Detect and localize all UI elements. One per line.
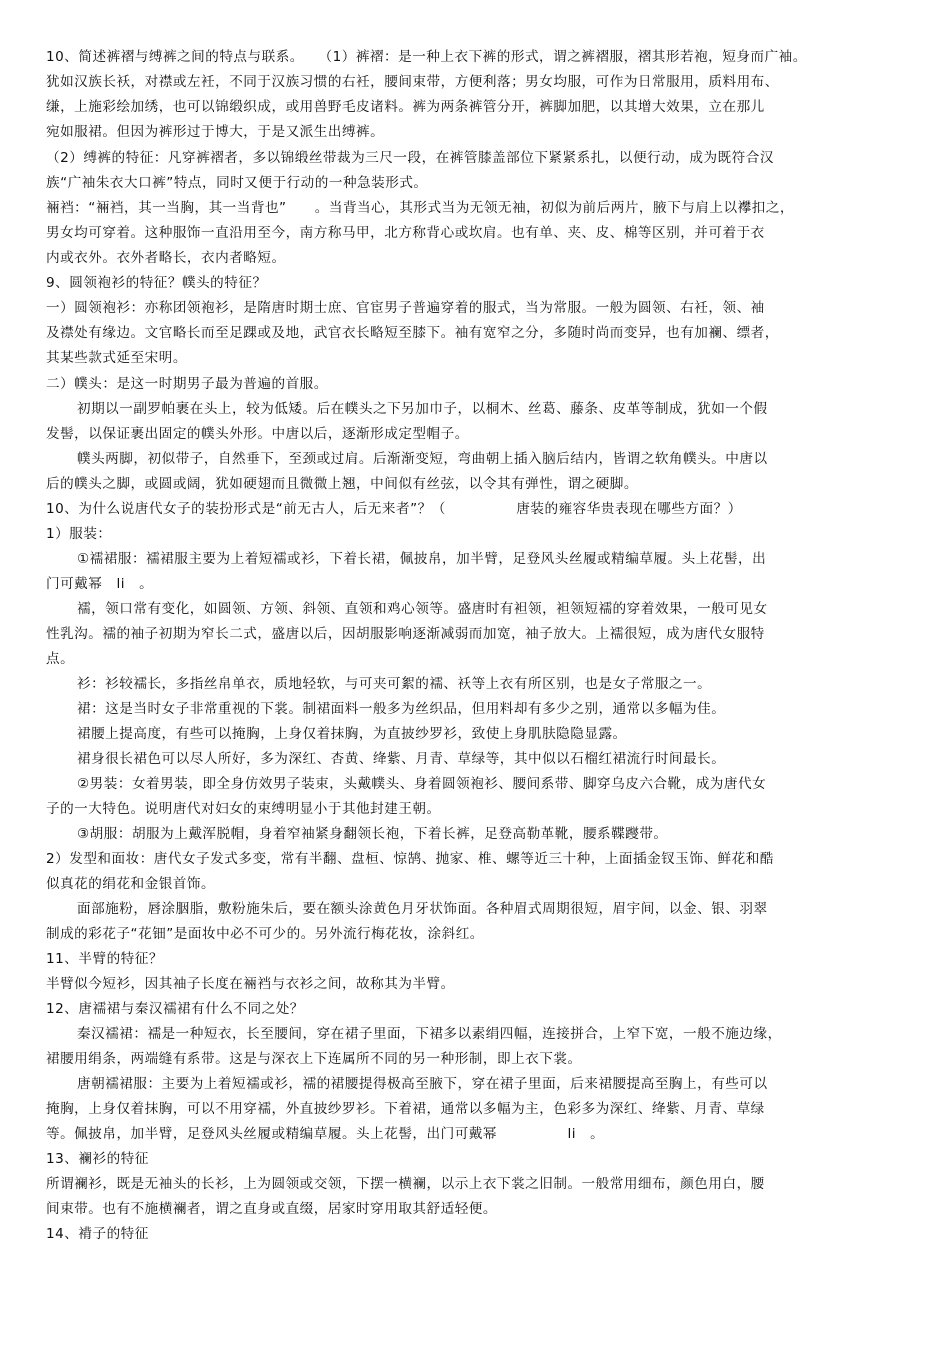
text-line: 掩胸，上身仅着抹胸，可以不用穿襦，外直披纱罗衫。下着裙，通常以多幅为主，色彩多为深红、绛紫、月青、草绿 xyxy=(46,1101,765,1117)
text-line: 及襟处有缘边。文官略长而至足踝或及地，武官衣长略短至膝下。袖有宽窄之分，多随时尚而变异，也有加襕、缥者， xyxy=(46,325,779,341)
text-line: 制成的彩花子“花钿”是面妆中必不可少的。另外流行梅花妆，涂斜红。 xyxy=(46,926,484,942)
text-line: 二）幞头：是这一时期男子最为普遍的首服。 xyxy=(46,376,328,392)
text-line: 其某些款式延至宋明。 xyxy=(46,350,187,366)
text-line: 族“广袖朱衣大口裤”特点，同时又便于行动的一种急装形式。 xyxy=(46,175,428,191)
text-line: 一）圆领袍衫：亦称团领袍衫，是隋唐时期士庶、官宦男子普遍穿着的服式，当为常服。一般为圆领、右衽，领、袖 xyxy=(46,300,765,316)
text-line: 裙腰用绢条，两端缝有系带。这是与深衣上下连属所不同的另一种形制，即上衣下裳。 xyxy=(46,1051,582,1067)
text-line: 发髻，以保证裹出固定的幞头外形。中唐以后，逐渐形成定型帽子。 xyxy=(46,426,469,442)
text-line: 初期以一副罗帕裹在头上，较为低矮。后在幞头之下另加巾子，以桐木、丝葛、藤条、皮革等制成，犹如一个假 xyxy=(77,401,768,417)
text-line: 10、简述裤褶与缚裤之间的特点与联系。 （1）裤褶：是一种上衣下裤的形式，谓之裤褶服，褶其形若袍，短身而广袖。 xyxy=(46,49,807,65)
text-line: 半臂似今短衫，因其袖子长度在裲裆与衣衫之间，故称其为半臂。 xyxy=(46,976,455,992)
text-line: 秦汉襦裙：襦是一种短衣，长至腰间，穿在裙子里面，下裙多以素绢四幅，连接拼合，上窄下宽，一般不施边缘， xyxy=(77,1026,782,1042)
text-line: ①襦裙服：襦裙服主要为上着短襦或衫，下着长裙，佩披帛，加半臂，足登风头丝履或精编草履。头上花髻，出 xyxy=(77,551,767,567)
text-line: ③胡服：胡服为上戴浑脱帽，身着窄袖紧身翻领长袍，下着长裤，足登高勒革靴，腰系鞢躞带。 xyxy=(77,826,668,842)
text-line: （2）缚裤的特征：凡穿裤褶者，多以锦缎丝带裁为三尺一段，在裤管膝盖部位下紧紧系扎，以便行动，成为既符合汉 xyxy=(46,150,774,166)
text-line: 点。 xyxy=(46,651,75,667)
text-line: 裲裆：“裲裆，其一当胸，其一当背也” 。当背当心，其形式当为无领无袖，初似为前后两片，腋下与肩上以襻扣之， xyxy=(46,200,794,216)
text-line: 后的幞头之脚，或圆或阔，犹如硬翅而且微微上翘，中间似有丝弦，以令其有弹性，谓之硬脚。 xyxy=(46,476,638,492)
text-line: 内或衣外。衣外者略长，衣内者略短。 xyxy=(46,250,286,266)
text-line: 缣，上施彩绘加绣，也可以锦缎织成，或用兽野毛皮诸料。裤为两条裤管分开，裤脚加肥，以其增大效果，立在那儿 xyxy=(46,99,765,115)
question-heading: 9、圆领袍衫的特征？幞头的特征？ xyxy=(46,275,267,291)
text-line: 似真花的绢花和金银首饰。 xyxy=(46,876,216,892)
text-line: 子的一大特色。说明唐代对妇女的束缚明显小于其他封建王朝。 xyxy=(46,801,441,817)
text-line: ②男装：女着男装，即全身仿效男子装束，头戴幞头、身着圆领袍衫、腰间系带、脚穿乌皮六合靴，成为唐代女 xyxy=(77,776,767,792)
text-line: 男女均可穿着。这种服饰一直沿用至今，南方称马甲，北方称背心或坎肩。也有单、夹、皮、棉等区别，并可着于衣 xyxy=(46,225,765,241)
text-line: 间束带。也有不施横襕者，谓之直身或直缀，居家时穿用取其舒适轻便。 xyxy=(46,1201,497,1217)
text-line: 犹如汉族长袄，对襟或左衽，不同于汉族习惯的右衽，腰间束带，方便利落；男女均服，可作为日常服用，质料用布、 xyxy=(46,74,779,90)
text-line: 性乳沟。襦的袖子初期为窄长二式，盛唐以后，因胡服影响逐渐减弱而加宽，袖子放大。上襦很短，成为唐代女服特 xyxy=(46,626,765,642)
text-line: 2）发型和面妆：唐代女子发式多变，常有半翻、盘桓、惊鹄、抛家、椎、螺等近三十种，上面插金钗玉饰、鲜花和酷 xyxy=(46,851,774,867)
question-heading: 10、为什么说唐代女子的装扮形式是“前无古人，后无来者”？（ 唐装的雍容华贵表现在哪些方面？） xyxy=(46,501,742,517)
text-line: 唐朝襦裙服：主要为上着短襦或衫，襦的裙腰提得极高至腋下，穿在裙子里面，后来裙腰提高至胸上，有些可以 xyxy=(77,1076,768,1092)
text-line: 衫：衫较襦长，多指丝帛单衣，质地轻软，与可夹可絮的襦、袄等上衣有所区别，也是女子常服之一。 xyxy=(77,676,712,692)
question-heading: 14、褙子的特征 xyxy=(46,1226,149,1242)
text-line: 所谓襕衫，既是无袖头的长衫，上为圆领或交领，下摆一横襕，以示上衣下裳之旧制。一般常用细布，颜色用白，腰 xyxy=(46,1176,765,1192)
text-line: 裙：这是当时女子非常重视的下裳。制裙面料一般多为丝织品，但用料却有多少之别，通常以多幅为佳。 xyxy=(77,701,726,717)
question-heading: 12、唐襦裙与秦汉襦裙有什么不同之处？ xyxy=(46,1001,304,1017)
text-line: 裙身很长裙色可以尽人所好，多为深红、杏黄、绛紫、月青、草绿等，其中似以石榴红裙流行时间最长。 xyxy=(77,751,726,767)
text-line: 等。佩披帛，加半臂，足登风头丝履或精编草履。头上花髻，出门可戴幂 li 。 xyxy=(46,1126,605,1142)
text-line: 裙腰上提高度，有些可以掩胸，上身仅着抹胸，为直披纱罗衫，致使上身肌肤隐隐显露。 xyxy=(77,726,627,742)
text-line: 襦，领口常有变化，如圆领、方领、斜领、直领和鸡心领等。盛唐时有袒领，袒领短襦的穿着效果，一般可见女 xyxy=(77,601,768,617)
question-heading: 13、襕衫的特征 xyxy=(46,1151,149,1167)
text-line: 面部施粉，唇涂胭脂，敷粉施朱后，要在额头涂黄色月牙状饰面。各种眉式周期很短，眉宇间，以金、银、羽翠 xyxy=(77,901,768,917)
text-line: 门可戴幂 li 。 xyxy=(46,576,154,592)
text-line: 幞头两脚，初似带子，自然垂下，至颈或过肩。后渐渐变短，弯曲朝上插入脑后结内，皆谓之软角幞头。中唐以 xyxy=(77,451,768,467)
text-line: 1）服装： xyxy=(46,526,112,542)
question-heading: 11、半臂的特征？ xyxy=(46,951,163,967)
text-line: 宛如服裙。但因为裤形过于博大，于是又派生出缚裤。 xyxy=(46,124,385,140)
